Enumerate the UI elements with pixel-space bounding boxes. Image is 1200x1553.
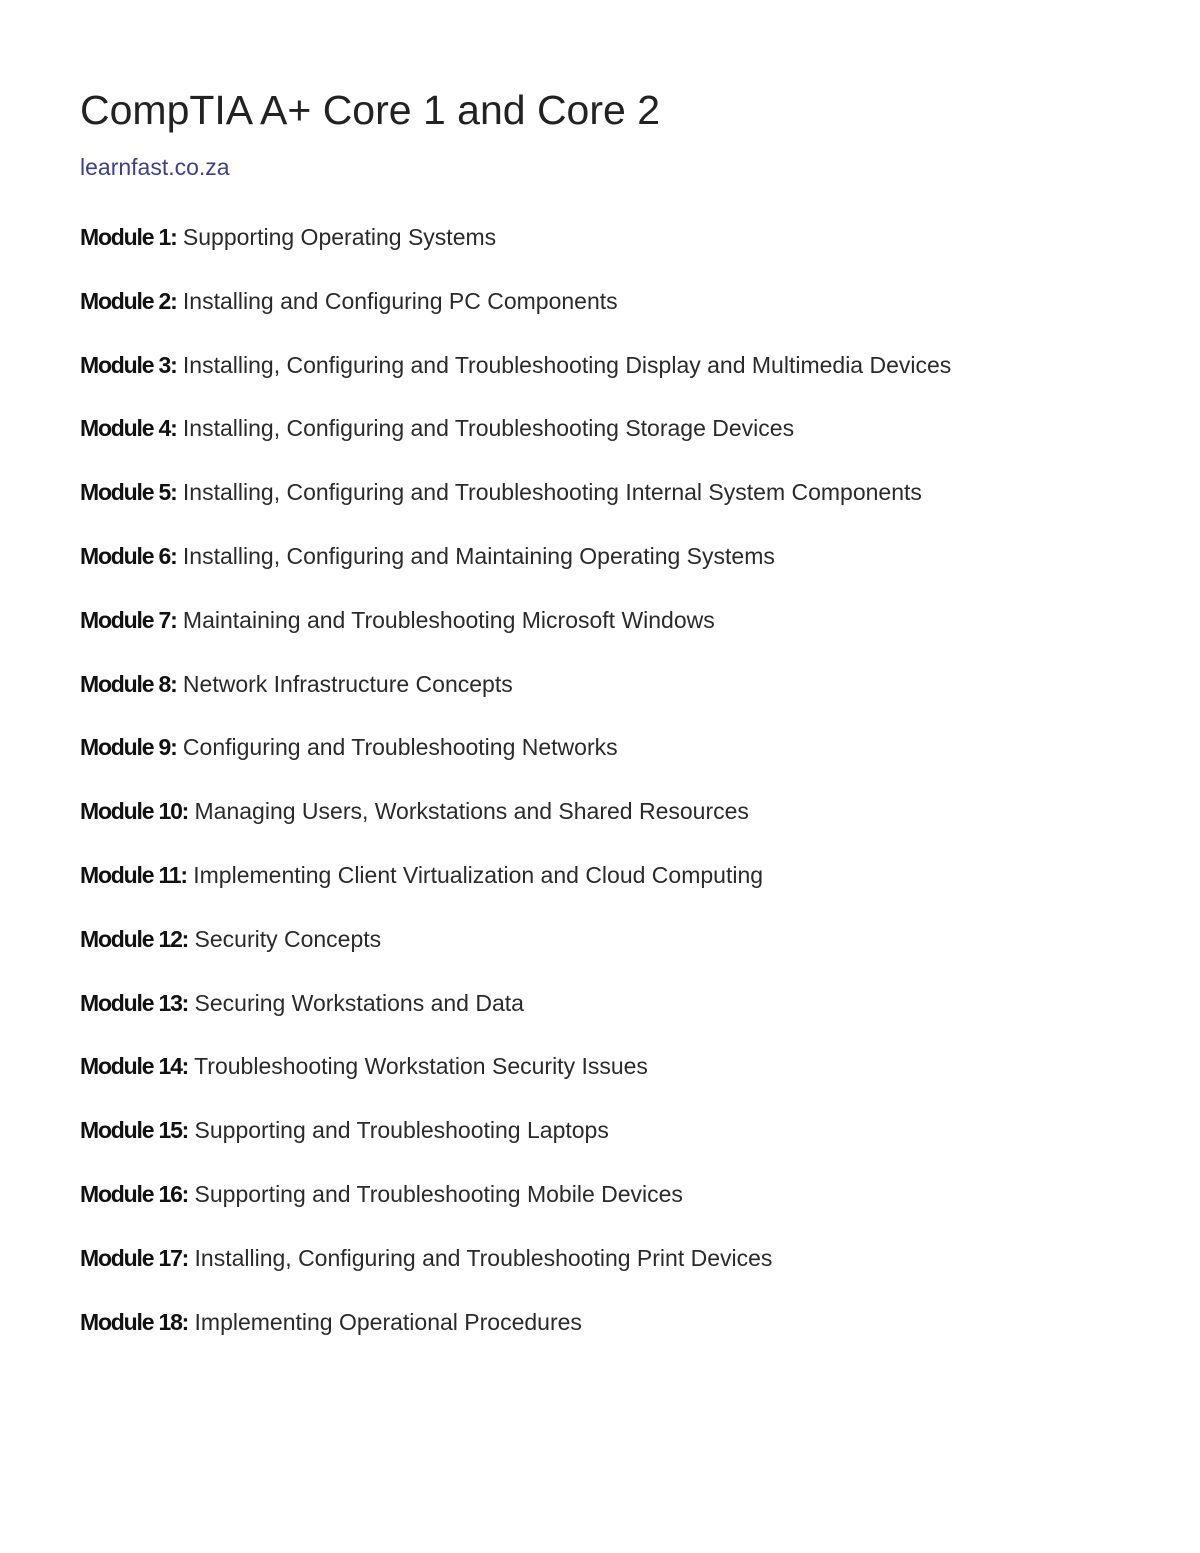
module-label: Module 15:	[80, 1117, 189, 1144]
module-item-11	[80, 859, 1160, 923]
module-title: Supporting Operating Systems	[182, 224, 497, 250]
module-label: Module 9:	[80, 734, 177, 761]
module-label: Module 1:	[80, 224, 177, 250]
module-label: Module 11:	[80, 861, 187, 888]
module-item-4	[80, 412, 1160, 476]
module-label: Module 7:	[80, 606, 177, 633]
module-title: Security Concepts	[194, 925, 382, 952]
module-label: Module 5:	[80, 479, 177, 506]
module-label: Module 16:	[80, 1180, 189, 1207]
module-label: Module 13:	[80, 989, 189, 1016]
module-label: Module 17:	[80, 1244, 189, 1271]
module-item-1	[80, 221, 1160, 285]
module-title: Installing, Configuring and Maintaining Operating Systems	[182, 542, 775, 569]
module-item-5	[80, 476, 1160, 540]
module-item-18	[80, 1306, 1160, 1370]
page-title: CompTIA A+ Core 1 and Core 2	[80, 87, 661, 133]
module-label: Module 2:	[80, 287, 177, 314]
module-title: Network Infrastructure Concepts	[182, 670, 513, 697]
module-title: Securing Workstations and Data	[194, 989, 524, 1016]
module-title: Configuring and Troubleshooting Networks	[182, 734, 618, 761]
module-title: Installing and Configuring PC Components	[182, 287, 618, 314]
module-label: Module 12:	[80, 925, 189, 952]
module-title: Supporting and Troubleshooting Laptops	[194, 1117, 609, 1144]
module-item-12	[80, 923, 1160, 987]
module-label: Module 3:	[80, 351, 177, 378]
module-title: Troubleshooting Workstation Security Issues	[194, 1053, 648, 1080]
module-list	[80, 221, 1160, 1369]
module-item-15	[80, 1114, 1160, 1178]
module-title: Installing, Configuring and Troubleshooting Print Devices	[194, 1244, 773, 1271]
module-item-8	[80, 668, 1160, 732]
module-title: Implementing Operational Procedures	[194, 1308, 582, 1335]
module-item-6	[80, 540, 1160, 604]
module-title: Installing, Configuring and Troubleshooting Storage Devices	[182, 415, 795, 442]
module-item-14	[80, 1050, 1160, 1114]
module-label: Module 14:	[80, 1053, 189, 1080]
module-title: Managing Users, Workstations and Shared Resources	[194, 798, 749, 825]
module-label: Module 10:	[80, 798, 189, 825]
module-label: Module 6:	[80, 542, 177, 569]
module-item-13	[80, 987, 1160, 1051]
module-label: Module 8:	[80, 670, 177, 697]
module-title: Installing, Configuring and Troubleshooting Display and Multimedia Devices	[182, 351, 952, 378]
module-item-16	[80, 1178, 1160, 1242]
module-item-17	[80, 1242, 1160, 1306]
module-title: Implementing Client Virtualization and Cloud Computing	[193, 861, 764, 888]
module-item-2	[80, 285, 1160, 349]
module-item-10	[80, 795, 1160, 859]
module-title: Supporting and Troubleshooting Mobile Devices	[194, 1180, 683, 1207]
module-item-9	[80, 731, 1160, 795]
website-link[interactable]: learnfast.co.za	[80, 154, 230, 180]
module-item-7	[80, 604, 1160, 668]
module-title: Maintaining and Troubleshooting Microsoft Windows	[182, 606, 715, 633]
module-item-3	[80, 349, 1160, 413]
module-title: Installing, Configuring and Troubleshooting Internal System Components	[182, 479, 922, 506]
module-label: Module 18:	[80, 1308, 189, 1335]
module-label: Module 4:	[80, 415, 177, 442]
